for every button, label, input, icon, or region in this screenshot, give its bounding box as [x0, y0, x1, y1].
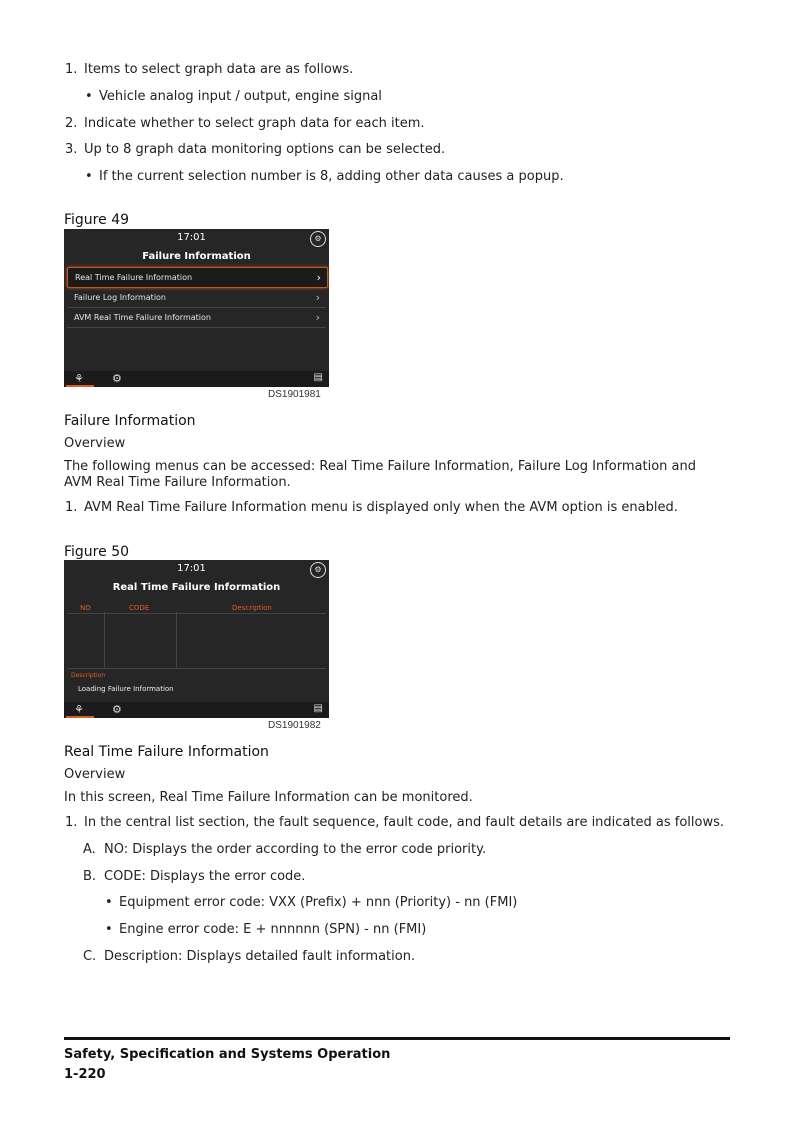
bullet-icon: •: [105, 895, 113, 910]
list-number-3: 3.: [65, 142, 78, 157]
section-body: In this screen, Real Time Failure Information can be monitored.: [64, 790, 473, 805]
list-item-b-bullet-1: Equipment error code: VXX (Prefix) + nnn (Priority) - nn (FMI): [119, 895, 518, 910]
vehicle-icon[interactable]: ⚙: [112, 703, 122, 716]
figure-50-code: DS1901982: [268, 720, 321, 731]
list-item-a: NO: Displays the order according to the error code priority.: [104, 842, 487, 857]
bullet-icon: •: [85, 169, 93, 184]
bullet-icon: •: [105, 922, 113, 937]
section-heading-real-time-failure: Real Time Failure Information: [64, 744, 269, 760]
table-divider: [104, 612, 105, 668]
table-divider: [67, 668, 326, 669]
column-header-code: CODE: [129, 604, 150, 612]
screen-clock: 17:01: [177, 232, 206, 243]
description-label: Description: [71, 672, 106, 679]
settings-icon: ⚙: [310, 562, 326, 578]
list-item-1: In the central list section, the fault sequence, fault code, and fault details are indicated as follows.: [84, 815, 724, 830]
list-item-c: Description: Displays detailed fault information.: [104, 949, 416, 964]
monitor-icon[interactable]: ⚘: [74, 703, 84, 716]
menu-item-avm-real-time-failure[interactable]: [67, 308, 326, 328]
footer-title: Safety, Specification and Systems Operation: [64, 1047, 391, 1062]
section-heading-failure-information: Failure Information: [64, 413, 196, 429]
figure-50-caption: Figure 50: [64, 544, 130, 560]
list-item-1: Items to select graph data are as follows.: [84, 62, 354, 77]
list-letter-b: B.: [83, 869, 97, 884]
menu-item-label: Failure Log Information: [74, 293, 167, 302]
list-item-2: Indicate whether to select graph data for each item.: [84, 116, 425, 131]
vehicle-icon[interactable]: ⚙: [112, 372, 122, 385]
avm-note: AVM Real Time Failure Information menu is displayed only when the AVM option is enabled.: [84, 500, 678, 515]
screen-clock: 17:01: [177, 563, 206, 574]
table-divider: [176, 612, 177, 668]
menu-icon[interactable]: ▤: [313, 703, 323, 714]
list-number-1: 1.: [65, 500, 78, 515]
chevron-right-icon: ›: [315, 291, 320, 304]
list-item-b: CODE: Displays the error code.: [104, 869, 306, 884]
menu-item-real-time-failure[interactable]: [67, 267, 328, 288]
column-header-description: Description: [232, 604, 272, 612]
menu-icon[interactable]: ▤: [313, 372, 323, 383]
screen-title: Real Time Failure Information: [112, 582, 281, 593]
list-item-b-bullet-2: Engine error code: E + nnnnnn (SPN) - nn (FMI): [119, 922, 427, 937]
list-number-1: 1.: [65, 815, 78, 830]
bottom-nav-bar: [64, 371, 329, 387]
figure-49-code: DS1901981: [268, 389, 321, 400]
menu-item-label: Real Time Failure Information: [75, 273, 193, 282]
list-letter-a: A.: [83, 842, 96, 857]
chevron-right-icon: ›: [315, 311, 320, 324]
active-tab-indicator: [66, 385, 94, 387]
settings-icon: ⚙: [310, 231, 326, 247]
monitor-icon[interactable]: ⚘: [74, 372, 84, 385]
column-header-no: NO: [80, 604, 91, 612]
overview-label: Overview: [64, 767, 126, 782]
table-divider: [67, 613, 326, 614]
list-item-3-bullet: If the current selection number is 8, adding other data causes a popup.: [99, 169, 564, 184]
figure-49-screen: [64, 229, 329, 387]
list-item-1-bullet: Vehicle analog input / output, engine signal: [99, 89, 382, 104]
chevron-right-icon: ›: [316, 271, 321, 284]
list-number-1: 1.: [65, 62, 78, 77]
list-number-2: 2.: [65, 116, 78, 131]
figure-50-screen: [64, 560, 329, 718]
bullet-icon: •: [85, 89, 93, 104]
figure-49-caption: Figure 49: [64, 212, 130, 228]
menu-item-failure-log[interactable]: [67, 288, 326, 308]
footer-rule: [64, 1037, 730, 1040]
overview-label: Overview: [64, 436, 126, 451]
menu-item-label: AVM Real Time Failure Information: [74, 313, 211, 322]
bottom-nav-bar: [64, 702, 329, 718]
list-item-3: Up to 8 graph data monitoring options can be selected.: [84, 142, 446, 157]
screen-title: Failure Information: [142, 251, 251, 262]
loading-message: Loading Failure Information: [78, 685, 174, 693]
page-number: 1-220: [64, 1067, 106, 1082]
active-tab-indicator: [66, 716, 94, 718]
section-body: The following menus can be accessed: Real Time Failure Information, Failure Log Information and AVM Real Time Failure Information.: [64, 459, 696, 490]
list-letter-c: C.: [83, 949, 97, 964]
